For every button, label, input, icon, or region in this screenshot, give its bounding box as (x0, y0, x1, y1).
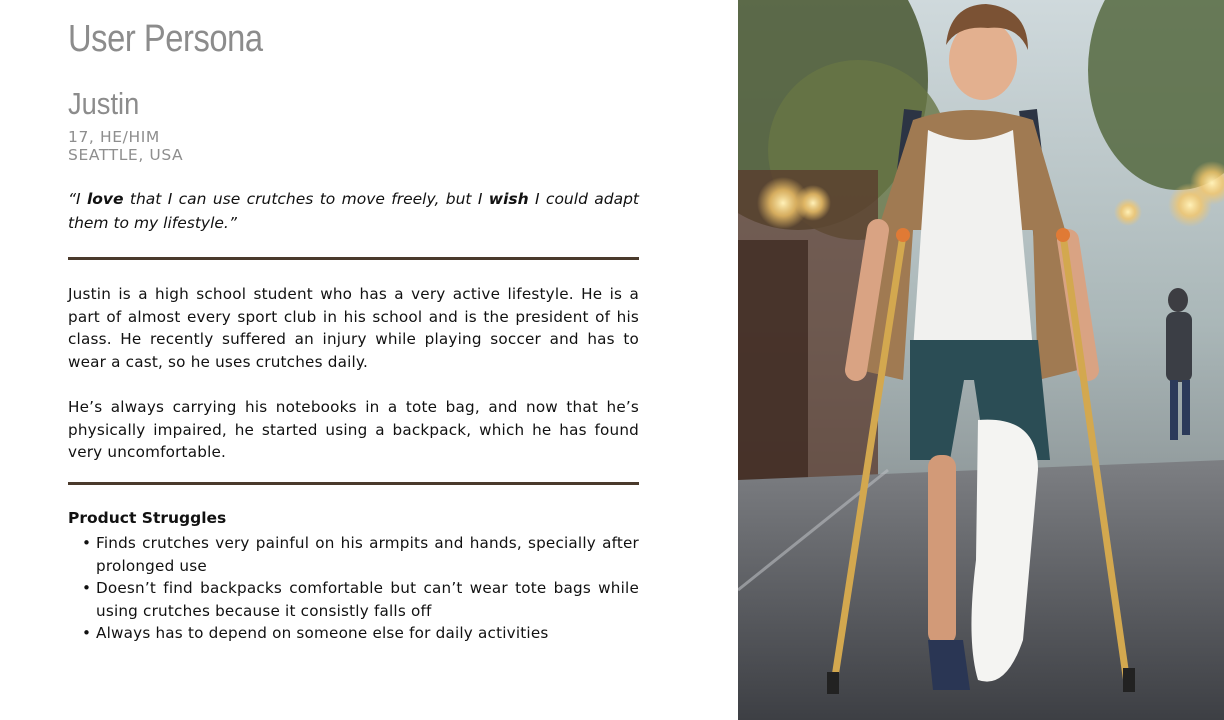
quote-love: love (86, 190, 124, 208)
persona-quote (68, 187, 639, 235)
list-item (68, 622, 639, 645)
persona-photo (738, 0, 1224, 720)
quote-close: I could adapt them to my lifestyle.” (68, 190, 640, 232)
struggle-text: Always has to depend on someone else for daily activities (96, 624, 549, 643)
struggles-list (68, 532, 639, 645)
divider-bottom (68, 482, 639, 485)
bio-paragraph-2: He’s always carrying his notebooks in a tote bag, and now that he’s physically impaired, he started using a backpack, which he has found very uncomfortable. (68, 398, 639, 462)
persona-age-pronouns: 17, HE/HIM (68, 128, 160, 146)
page-title: User Persona (68, 18, 263, 60)
bullet-icon: • (82, 624, 92, 643)
persona-location: SEATTLE, USA (68, 146, 184, 164)
list-item (68, 532, 639, 577)
bullet-icon: • (82, 534, 92, 552)
persona-name: Justin (68, 86, 140, 121)
persona-meta (68, 128, 183, 164)
quote-open: “I (68, 190, 87, 208)
persona-photo-illustration (738, 0, 1224, 720)
divider-top (68, 257, 639, 260)
struggle-text: Finds crutches very painful on his armpits and hands, specially after prolonged use (96, 534, 639, 575)
bullet-icon: • (82, 579, 92, 598)
list-item (68, 577, 639, 622)
quote-wish: wish (488, 190, 529, 208)
quote-middle: that I can use crutches to move freely, but I (123, 190, 489, 208)
bio-paragraph-1: Justin is a high school student who has a very active lifestyle. He is a part of almost every sport club in his school and is the president of his class. He recently suffered an injury while playing soccer and has to wear a cast, so he uses crutches daily. (68, 285, 639, 371)
struggles-heading: Product Struggles (68, 509, 227, 527)
struggle-text: Doesn’t find backpacks comfortable but can’t wear tote bags while using crutches because it consistly falls off (96, 579, 639, 620)
